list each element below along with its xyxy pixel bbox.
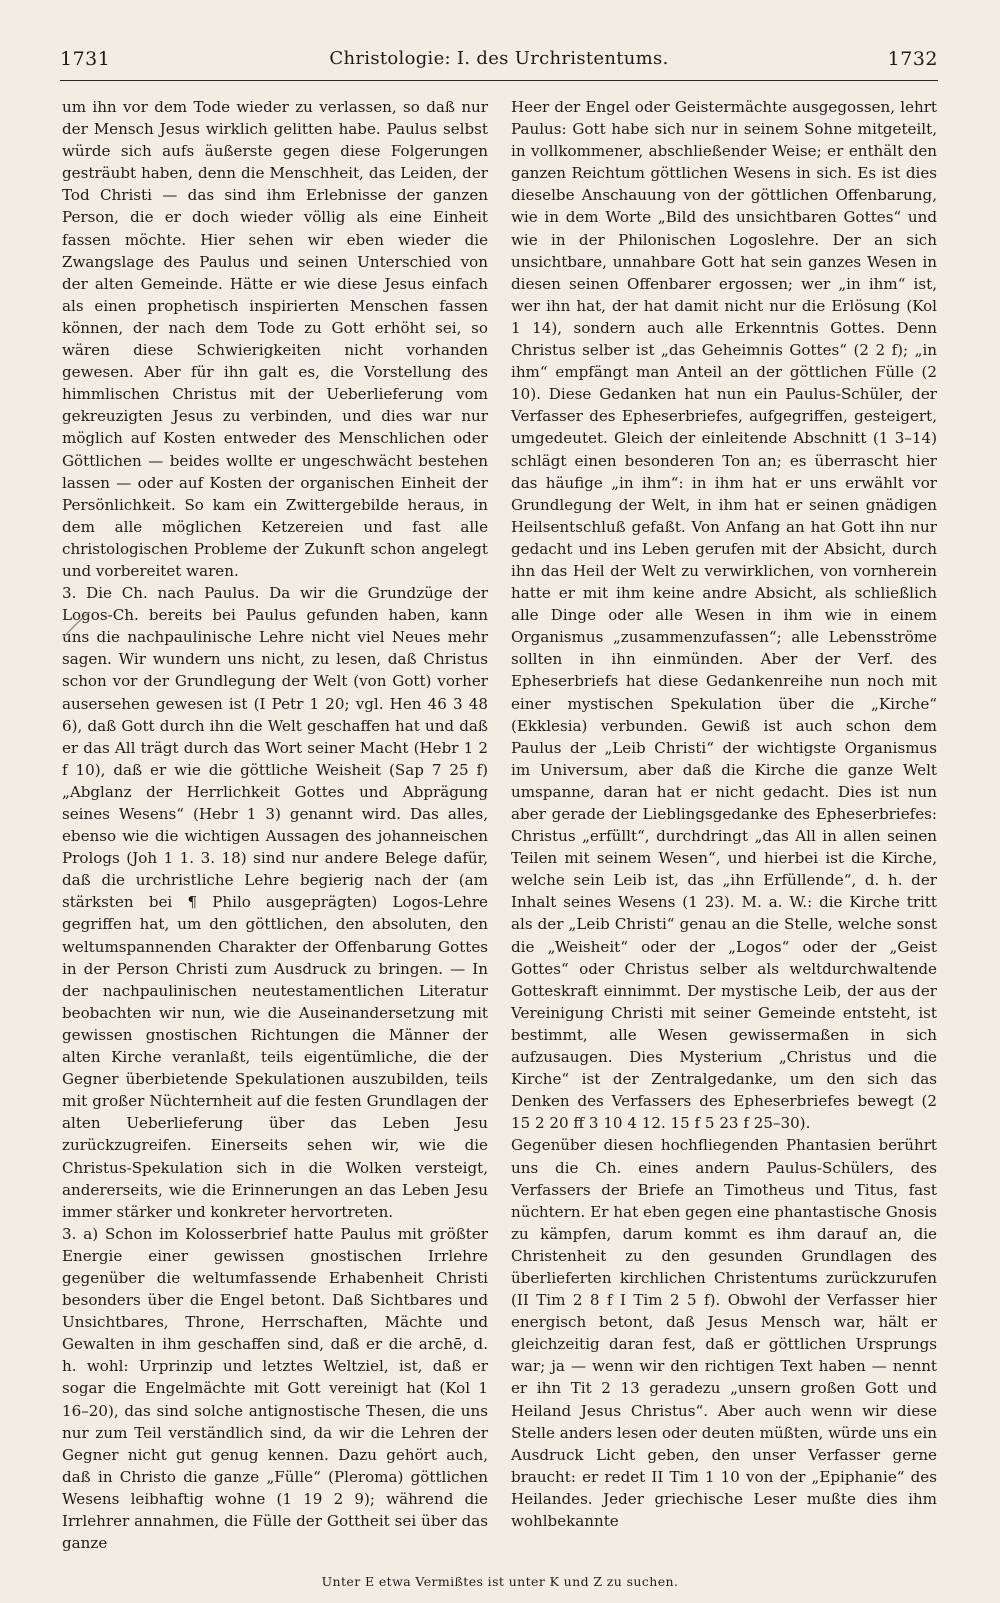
left-paragraph-1: um ihn vor dem Tode wieder zu verlassen, so daß nur der Mensch Jesus wirklich gelitten habe. Paulus selbst würde sich aufs äußerste gegen diese Folgerungen gesträubt haben, denn die Menschheit, das Leiden, der Tod Christi — das sind ihm Erlebnisse der ganzen Person, die er doch wieder völlig als eine Einheit fassen möchte. Hier sehen wir eben wieder die Zwangslage des Paulus und seinen Unterschied von der alten Gemeinde. Hätte er wie diese Jesus einfach als einen prophetisch inspirierten Menschen fassen können, der nach dem Tode zu Gott erhöht sei, so wären diese Schwierigkeiten nicht vorhanden gewesen. Aber für ihn galt es, die Vorstellung des himmlischen Christus mit der Ueberlieferung vom gekreuzigten Jesus zu verbinden, und dies war nur möglich auf Kosten entweder des Menschlichen oder Göttlichen — beides wollte er ungeschwächt bestehen lassen — oder auf Kosten der organischen Einheit der Persönlichkeit. So kam ein Zwittergebilde heraus, in dem alle möglichen Ketzereien und fast alle christologischen Probleme der Zukunft schon angelegt und vorbereitet waren. xyxy=(62,98,488,580)
right-paragraph-1: Heer der Engel oder Geistermächte ausgegossen, lehrt Paulus: Gott habe sich nur in seinem Sohne mitgeteilt, in vollkommener, abschließender Weise; er enthält den ganzen Reichtum göttlichen Wesens in sich. Es ist dies dieselbe Anschauung von der göttlichen Offenbarung, wie in dem Worte „Bild des unsichtbaren Gottes“ und wie in der Philonischen Logoslehre. Der an sich unsichtbare, unnahbare Gott hat sein ganzes Wesen in diesen seinen Offenbarer ergossen; wer „in ihm“ ist, wer ihn hat, der hat damit nicht nur die Erlösung (Kol 1 14), sondern auch alle Erkenntnis Gottes. Denn Christus selber ist „das Geheimnis Gottes“ (2 2 f); „in ihm“ empfängt man Anteil an der göttlichen Fülle (2 10). Diese Gedanken hat nun ein Paulus-Schüler, der Verfasser des Epheserbriefes, aufgegriffen, gesteigert, umgedeutet. Gleich der einleitende Abschnitt (1 3–14) schlägt einen besonderen Ton an; es überrascht hier das häufige „in ihm“: in ihm hat er uns erwählt vor Grundlegung der Welt, in ihm hat er seinen gnädigen Heilsentschluß gefaßt. Von Anfang an hat Gott ihn nur gedacht und ins Leben gerufen mit der Absicht, durch ihn das Heil der Welt zu verwirklichen, von vornherein hatte er mit ihm keine andre Absicht, als schließlich alle Dinge oder alle Wesen in ihm wie in einem Organismus „zusammenzufassen“; alle Lebensströme sollten in ihn einmünden. Aber der Verf. des Epheserbriefs hat diese Gedankenreihe nun noch mit einer mystischen Spekulation über die „Kirche“ (Ekklesia) verbunden. Gewiß ist auch schon dem Paulus der „Leib Christi“ der wichtigste Organismus im Universum, aber daß die Kirche die ganze Welt umspanne, daran hat er nicht gedacht. Dies ist nun aber gerade der Lieblingsgedanke des Epheserbriefes: Christus „erfüllt“, durchdringt „das All in allen seinen Teilen mit seinem Wesen“, und hierbei ist die Kirche, welche sein Leib ist, das „ihn Erfüllende“, d. h. der Inhalt seines Wesens (1 23). M. a. W.: die Kirche tritt als der „Leib Christi“ genau an die Stelle, welche sonst die „Weisheit“ oder der „Logos“ oder der „Geist Gottes“ oder Christus selber als weltdurchwaltende Gotteskraft einnimmt. Der mystische Leib, der aus der Vereinigung Christi mit seiner Gemeinde entsteht, ist bestimmt, alle Wesen gewissermaßen in sich aufzusaugen. Dies Mysterium „Christus und die Kirche“ ist der Zentralgedanke, um den sich das Denken des Verfassers des Epheserbriefes bewegt (2 15 2 20 ff 3 10 4 12. 15 f 5 23 f 25–30). xyxy=(511,98,937,1133)
header-rule xyxy=(60,80,938,81)
left-paragraph-3: 3. a) Schon im Kolosserbrief hatte Paulus mit größter Energie einer gewissen gnostischen Irrlehre gegenüber die weltumfassende Erhabenheit Christi besonders über die Engel betont. Daß Sichtbares und Unsichtbares, Throne, Herrschaften, Mächte und Gewalten in ihm geschaffen sind, daß er die archē, d. h. wohl: Urprinzip und letztes Weltziel, ist, daß er sogar die Engelmächte mit Gott vereinigt hat (Kol 1 16–20), das sind solche antignostische Thesen, die uns nur zum Teil verständlich sind, da wir die Lehren der Gegner nicht gut genug kennen. Dazu gehört auch, daß in Christo die ganze „Fülle“ (Pleroma) göttlichen Wesens leibhaftig wohne (1 19 2 9); während die Irrlehrer annahmen, die Fülle der Gottheit sei über das ganze xyxy=(62,1224,488,1553)
pencil-mark xyxy=(60,610,94,640)
page-header xyxy=(60,40,938,80)
left-paragraph-2: 3. Die Ch. nach Paulus. Da wir die Grundzüge der Logos-Ch. bereits bei Paulus gefunden haben, kann uns die nachpaulinische Lehre nicht viel Neues mehr sagen. Wir wundern uns nicht, zu lesen, daß Christus schon vor der Grundlegung der Welt (von Gott) vorher ausersehen gewesen ist (I Petr 1 20; vgl. Hen 46 3 48 6), daß Gott durch ihn die Welt geschaffen hat und daß er das All trägt durch das Wort seiner Macht (Hebr 1 2 f 10), daß er wie die göttliche Weisheit (Sap 7 25 f) „Abglanz der Herrlichkeit Gottes und Abprägung seines Wesens“ (Hebr 1 3) genannt wird. Das alles, ebenso wie die wichtigen Aussagen des johanneischen Prologs (Joh 1 1. 3. 18) sind nur andere Belege dafür, daß die urchristliche Lehre begierig nach der (am stärksten bei ¶ Philo ausgeprägten) Logos-Lehre gegriffen hat, um den göttlichen, den absoluten, den weltumspannenden Charakter der Offenbarung Gottes in der Person Christi zum Ausdruck zu bringen. — In der nachpaulinischen neutestamentlichen Literatur beobachten wir nun, wie die Auseinandersetzung mit gewissen gnostischen Richtungen die Männer der alten Kirche veranlaßt, teils eigentümliche, die der Gegner überbietende Spekulationen auszubilden, teils mit großer Nüchternheit auf die festen Grundlagen der alten Ueberlieferung über das Leben Jesu zurückzugreifen. Einerseits sehen wir, wie die Christus-Spekulation sich in die Wolken versteigt, andererseits, wie die Erinnerungen an das Leben Jesu immer stärker und konkreter hervortreten. xyxy=(62,584,488,1221)
right-page-number: 1732 xyxy=(887,48,938,70)
page-footer: Unter E etwa Vermißtes ist unter K und Z zu suchen. xyxy=(321,1574,679,1589)
left-page-number: 1731 xyxy=(60,48,111,70)
left-column xyxy=(62,96,488,1554)
right-paragraph-2: Gegenüber diesen hochfliegenden Phantasien berührt uns die Ch. eines andern Paulus-Schülers, des Verfassers der Briefe an Timotheus und Titus, fast nüchtern. Er hat eben gegen eine phantastische Gnosis zu kämpfen, darum kommt es ihm darauf an, die Christenheit zu den gesunden Grundlagen des überlieferten kirchlichen Christentums zurückzurufen (II Tim 2 8 f I Tim 2 5 f). Obwohl der Verfasser hier energisch betont, daß Jesus Mensch war, hält er gleichzeitig daran fest, daß er göttlichen Ursprungs war; ja — wenn wir den richtigen Text haben — nennt er ihn Tit 2 13 geradezu „unsern großen Gott und Heiland Jesus Christus“. Aber auch wenn wir diese Stelle anders lesen oder deuten müßten, würde uns ein Ausdruck Licht geben, den unser Verfasser gerne braucht: er redet II Tim 1 10 von der „Epiphanie“ des Heilandes. Jeder griechische Leser mußte dies ihm wohlbekannte xyxy=(511,1136,937,1530)
right-column xyxy=(511,96,937,1532)
running-title: Christologie: I. des Urchristentums. xyxy=(329,48,669,69)
